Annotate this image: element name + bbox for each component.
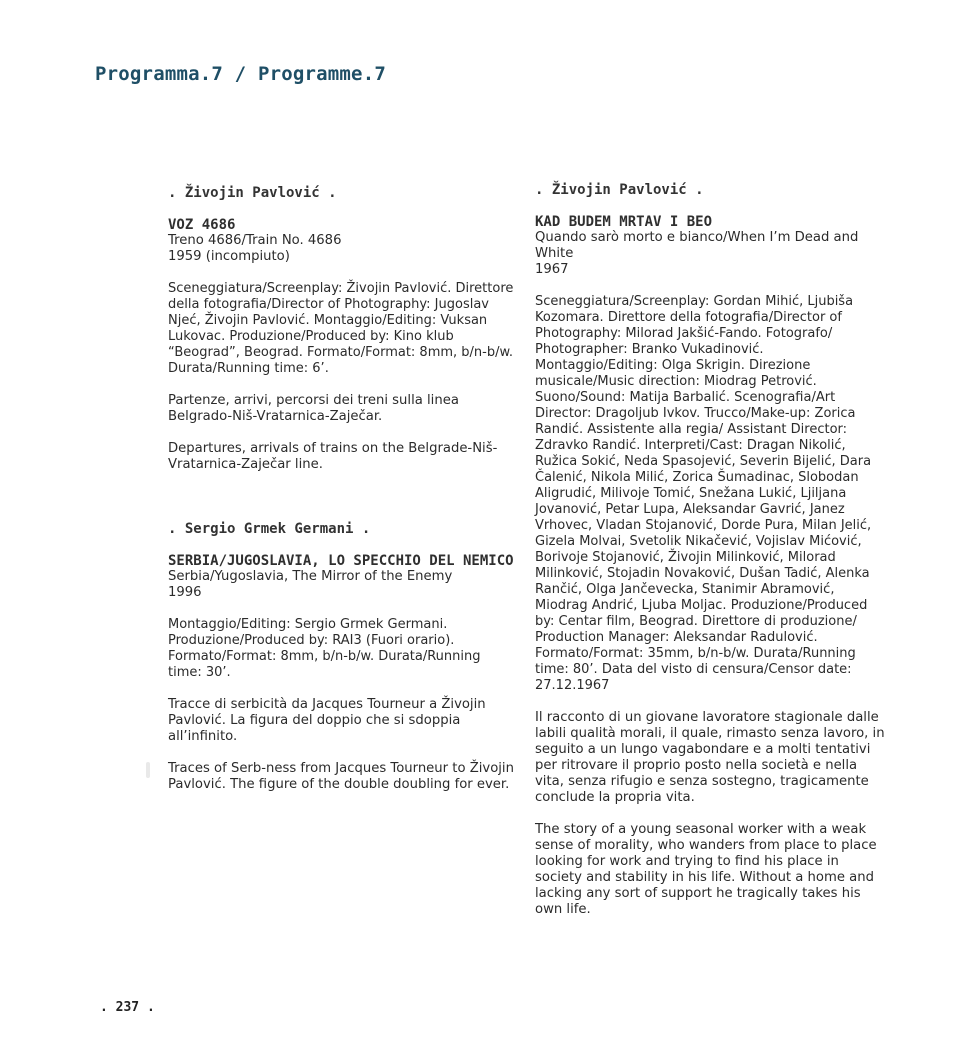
film-entry-voz-4686	[168, 185, 518, 473]
director-name: . Živojin Pavlović .	[168, 185, 337, 201]
synopsis-italian: Il racconto di un giovane lavoratore stagionale dalle labili qualità morali, il quale, rimasto senza lavoro, in seguito a un lungo vagabondare e a molti tentativi per ritrovare il proprio posto nella società e nella vita, senza rifugio e senza sostegno, tragicamente conclude la propria vita.	[535, 710, 885, 805]
film-year: 1959 (incompiuto)	[168, 249, 290, 264]
page-title: Programma.7 / Programme.7	[95, 63, 386, 85]
film-subtitle: Quando sarò morto e bianco/When I’m Dead and White	[535, 230, 859, 261]
page-number: . 237 .	[100, 1000, 155, 1015]
synopsis-english: Departures, arrivals of trains on the Belgrade-Niš-Vratarnica-Zaječar line.	[168, 441, 498, 472]
director-name: . Sergio Grmek Germani .	[168, 521, 371, 537]
film-credits: Montaggio/Editing: Sergio Grmek Germani. Produzione/Produced by: RAI3 (Fuori orario). Formato/Format: 8mm, b/n-b/w. Durata/Running time: 30’.	[168, 617, 481, 680]
scan-smudge	[146, 762, 150, 778]
film-year: 1967	[535, 262, 569, 277]
synopsis-italian: Partenze, arrivi, percorsi dei treni sulla linea Belgrado-Niš-Vratarnica-Zaječar.	[168, 393, 459, 424]
left-column	[168, 185, 518, 793]
film-subtitle: Serbia/Yugoslavia, The Mirror of the Enemy	[168, 569, 453, 584]
synopsis-english: The story of a young seasonal worker with a weak sense of morality, who wanders from place to place looking for work and trying to find his place in society and stability in his life. Without a home and lacking any sort of support he tragically takes his own life.	[535, 822, 877, 917]
right-column	[535, 182, 887, 918]
film-subtitle: Treno 4686/Train No. 4686	[168, 233, 342, 248]
film-credits: Sceneggiatura/Screenplay: Živojin Pavlović. Direttore della fotografia/Director of Photography: Jugoslav Njeć, Živojin Pavlović. Montaggio/Editing: Vuksan Lukovac. Produzione/Produced by: Kino klub “Beograd”, Beograd. Formato/Format: 8mm, b/n-b/w. Durata/Running time: 6’.	[168, 281, 514, 376]
film-title: SERBIA/JUGOSLAVIA, LO SPECCHIO DEL NEMICO	[168, 553, 514, 569]
film-entry-kad-budem-mrtav	[535, 182, 887, 918]
film-title: VOZ 4686	[168, 217, 236, 233]
film-year: 1996	[168, 585, 202, 600]
director-name: . Živojin Pavlović .	[535, 182, 704, 198]
film-title: KAD BUDEM MRTAV I BEO	[535, 214, 713, 230]
synopsis-english: Traces of Serb-ness from Jacques Tourneur to Živojin Pavlović. The figure of the double doubling for ever.	[168, 761, 514, 792]
film-entry-serbia-jugoslavia	[168, 521, 518, 793]
synopsis-italian: Tracce di serbicità da Jacques Tourneur a Živojin Pavlović. La figura del doppio che si sdoppia all’infinito.	[168, 697, 486, 744]
film-credits: Sceneggiatura/Screenplay: Gordan Mihić, Ljubiša Kozomara. Direttore della fotografia/Director of Photography: Milorad Jakšić-Fando. Fotografo/ Photographer: Branko Vukadinović. Montaggio/Editing: Olga Skrigin. Direzione musicale/Music direction: Miodrag Petrović. Suono/Sound: Matija Barbalić. Scenografia/Art Director: Dragoljub Ivkov. Trucco/Make-up: Zorica Randić. Assistente alla regia/ Assistant Director: Zdravko Randić. Interpreti/Cast: Dragan Nikolić, Ružica Sokić, Neda Spasojević, Severin Bijelić, Dara Čalenić, Nikola Milić, Zorica Šumadinac, Slobodan Aligrudić, Milivoje Tomić, Snežana Lukić, Ljiljana Jovanović, Petar Lupa, Aleksandar Gavrić, Janez Vrhovec, Vladan Stojanović, Dorde Pura, Milan Jelić, Gizela Molvai, Svetolik Nikačević, Vojislav Mićović, Borivoje Stojanović, Živojin Milinković, Milorad Milinković, Stojadin Novaković, Dušan Tadić, Alenka Rančić, Olga Jančevecka, Stanimir Abramović, Miodrag Andrić, Ljuba Moljac. Produzione/Produced by: Centar film, Beograd. Direttore di produzione/ Production Manager: Aleksandar Radulović. Formato/Format: 35mm, b/n-b/w. Durata/Running time: 80’. Data del visto di censura/Censor date: 27.12.1967	[535, 294, 872, 693]
